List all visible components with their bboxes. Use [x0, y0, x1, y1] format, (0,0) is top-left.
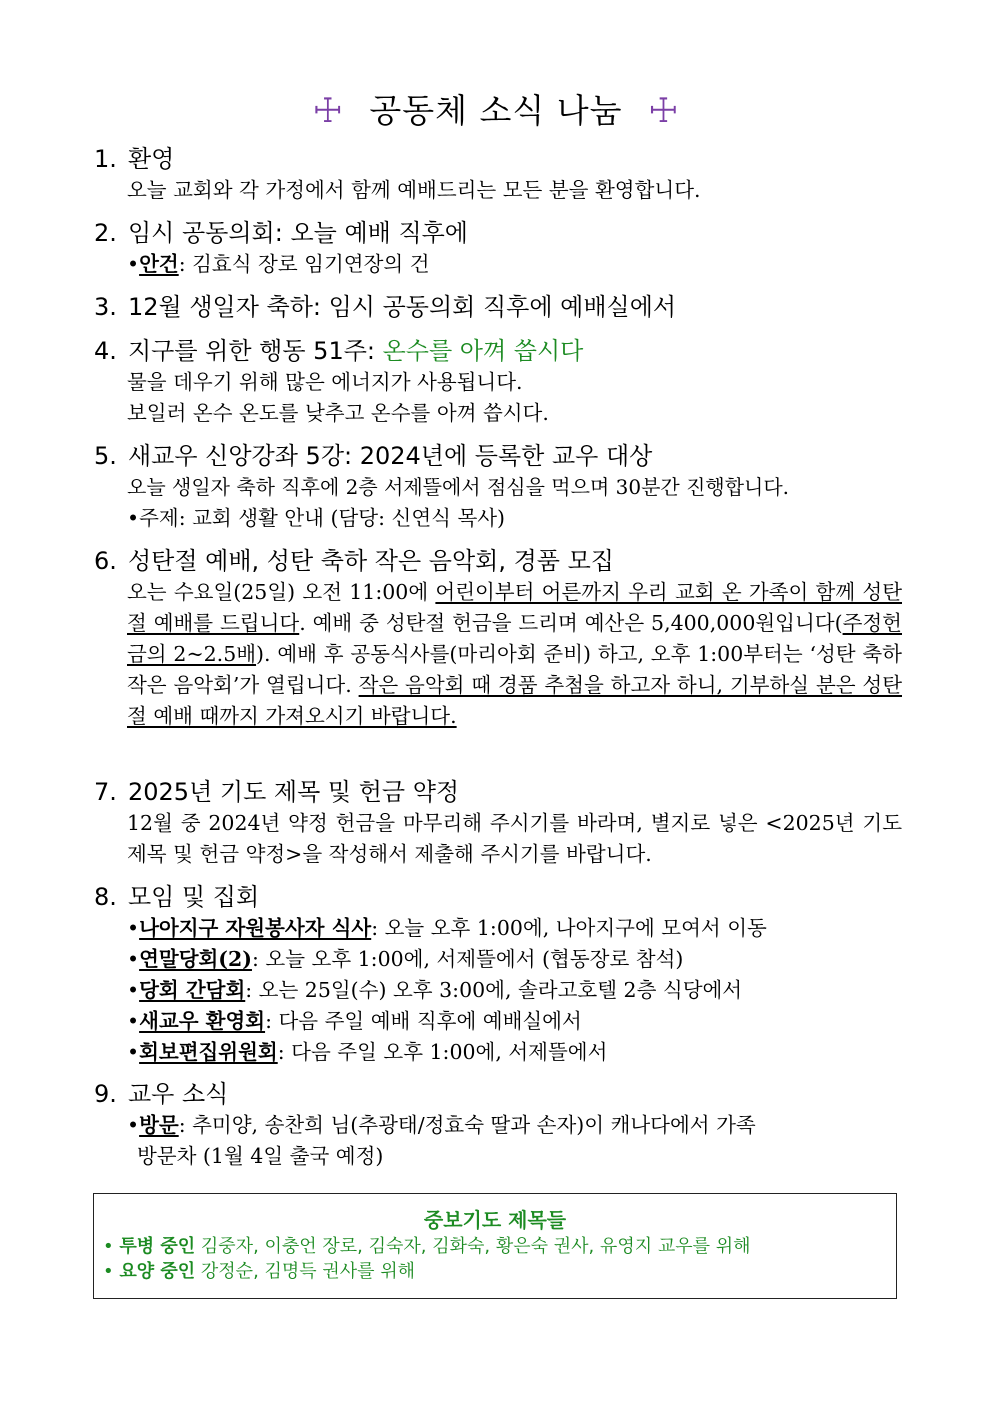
prayer-item: • 투병 중인 김중자, 이충언 장로, 김숙자, 김화숙, 황은숙 권사, 유영지 교우를 위해	[103, 1236, 751, 1257]
meeting-label: 당회 간담회	[139, 978, 246, 1002]
paragraph-text: ). 예배 후 공동식사를(마리아회 준비) 하고, 오후 1:00부터는 ‘성탄 축하 작은 음악회’가 열립니다.	[127, 642, 902, 697]
agenda-bullet: •안건: 김효식 장로 임기연장의 건	[127, 252, 430, 276]
meeting-item: •당회 간담회: 오는 25일(수) 오후 3:00에, 솔라고호텔 2층 식당에서	[127, 978, 743, 1002]
page-title	[0, 88, 992, 134]
page-title-text: 공동체 소식 나눔	[369, 91, 623, 130]
section-text: 물을 데우기 위해 많은 에너지가 사용됩니다.	[127, 370, 523, 394]
meeting-item: •연말당회(2): 오늘 오후 1:00에, 서제뜰에서 (협동장로 참석)	[127, 947, 684, 971]
section-heading: 2025년 기도 제목 및 헌금 약정	[128, 778, 460, 806]
section-heading: 12월 생일자 축하: 임시 공동의회 직후에 예배실에서	[128, 293, 677, 321]
section-heading: 모임 및 집회	[128, 883, 260, 911]
meeting-text: : 오늘 오후 1:00에, 서제뜰에서 (협동장로 참석)	[251, 947, 684, 971]
section-member-news	[94, 1078, 902, 1172]
paragraph-text: . 예배 중 성탄절 헌금을 드리며 예산은 5,400,000원입니다(	[299, 611, 843, 635]
bullet-label: 방문	[139, 1113, 179, 1137]
meeting-label: 연말당회(2)	[139, 947, 252, 971]
meeting-label: 나아지구 자원봉사자 식사	[139, 916, 372, 940]
prayer-text: 김중자, 이충언 장로, 김숙자, 김화숙, 황은숙 권사, 유영지 교우를 위해	[200, 1236, 751, 1257]
meeting-item: •회보편집위원회: 다음 주일 오후 1:00에, 서제뜰에서	[127, 1040, 608, 1064]
paragraph-underlined: 어린이부터 어른까지 우리 교회 온 가족이 함께 성탄절 예배를 드립니다	[127, 580, 902, 635]
section-birthday	[94, 291, 902, 323]
section-heading: 임시 공동의회: 오늘 예배 직후에	[128, 219, 468, 247]
section-number: 9.	[94, 1080, 117, 1108]
section-heading: 환영	[128, 145, 175, 173]
section-number: 3.	[94, 293, 117, 321]
section-number: 7.	[94, 778, 117, 806]
meeting-item: •나아지구 자원봉사자 식사: 오늘 오후 1:00에, 나아지구에 모여서 이동	[127, 916, 767, 940]
section-christmas	[94, 545, 902, 732]
section-newcomer-class	[94, 440, 902, 534]
section-heading-highlight: 온수를 아껴 씁시다	[382, 337, 584, 365]
section-number: 5.	[94, 442, 117, 470]
section-text: 12월 중 2024년 약정 헌금을 마무리해 주시기를 바라며, 별지로 넣은 <2025년 기도 제목 및 헌금 약정>을 작성해서 제출해 주시기를 바랍니다.	[127, 811, 902, 866]
prayer-label: 요양 중인	[119, 1261, 196, 1282]
paragraph-underlined: 작은 음악회 때 경품 추첨을 하고자 하니, 기부하실 분은 성탄절 예배 때까지 가져오시기 바랍니다.	[127, 673, 902, 728]
prayer-item: • 요양 중인 강정순, 김명득 권사를 위해	[103, 1261, 416, 1282]
bullet-text: : 추미양, 송찬희 님(추광태/정효숙 딸과 손자)이 캐나다에서 가족	[178, 1113, 756, 1137]
meeting-text: : 오늘 오후 1:00에, 나아지구에 모여서 이동	[371, 916, 767, 940]
meeting-label: 새교우 환영회	[139, 1009, 266, 1033]
section-heading: 성탄절 예배, 성탄 축하 작은 음악회, 경품 모집	[128, 547, 614, 575]
meeting-item: •새교우 환영회: 다음 주일 예배 직후에 예배실에서	[127, 1009, 582, 1033]
section-heading: 새교우 신앙강좌 5강: 2024년에 등록한 교우 대상	[128, 442, 653, 470]
section-welcome	[94, 143, 902, 206]
cross-icon: ☩	[312, 91, 344, 131]
christmas-paragraph	[94, 577, 902, 732]
section-number: 8.	[94, 883, 117, 911]
meeting-text: : 오는 25일(수) 오후 3:00에, 솔라고호텔 2층 식당에서	[245, 978, 743, 1002]
paragraph-underlined: 주정헌금의 2~2.5배	[127, 611, 902, 666]
meeting-text: : 다음 주일 예배 직후에 예배실에서	[265, 1009, 582, 1033]
section-meetings	[94, 881, 902, 1068]
bullet-continuation: 방문차 (1월 4일 출국 예정)	[137, 1144, 384, 1168]
section-earth-action	[94, 335, 902, 429]
section-pledge	[94, 776, 902, 870]
bullet-label: 안건	[139, 252, 179, 276]
section-number: 4.	[94, 337, 117, 365]
bullet-text: : 김효식 장로 임기연장의 건	[178, 252, 430, 276]
prayer-box-title: 중보기도 제목들	[423, 1208, 567, 1232]
section-number: 6.	[94, 547, 117, 575]
section-number: 2.	[94, 219, 117, 247]
section-heading: 교우 소식	[128, 1080, 229, 1108]
paragraph-text: 오는 수요일(25일) 오전 11:00에	[127, 580, 436, 604]
section-heading: 지구를 위한 행동 51주:	[128, 337, 383, 365]
prayer-box	[93, 1193, 897, 1299]
cross-icon: ☩	[648, 91, 680, 131]
section-text: 보일러 온수 온도를 낮추고 온수를 아껴 씁시다.	[127, 401, 549, 425]
prayer-text: 강정순, 김명득 권사를 위해	[200, 1261, 416, 1282]
section-text: 오늘 생일자 축하 직후에 2층 서제뜰에서 점심을 먹으며 30분간 진행합니다.	[127, 475, 790, 499]
section-text: •주제: 교회 생활 안내 (담당: 신연식 목사)	[127, 506, 506, 530]
section-text: 오늘 교회와 각 가정에서 함께 예배드리는 모든 분을 환영합니다.	[127, 178, 701, 202]
meeting-text: : 다음 주일 오후 1:00에, 서제뜰에서	[277, 1040, 608, 1064]
meeting-label: 회보편집위원회	[139, 1040, 278, 1064]
section-number: 1.	[94, 145, 117, 173]
section-congregational-meeting	[94, 217, 902, 280]
prayer-label: 투병 중인	[119, 1236, 196, 1257]
news-bullet: •방문: 추미양, 송찬희 님(추광태/정효숙 딸과 손자)이 캐나다에서 가족	[127, 1113, 756, 1137]
